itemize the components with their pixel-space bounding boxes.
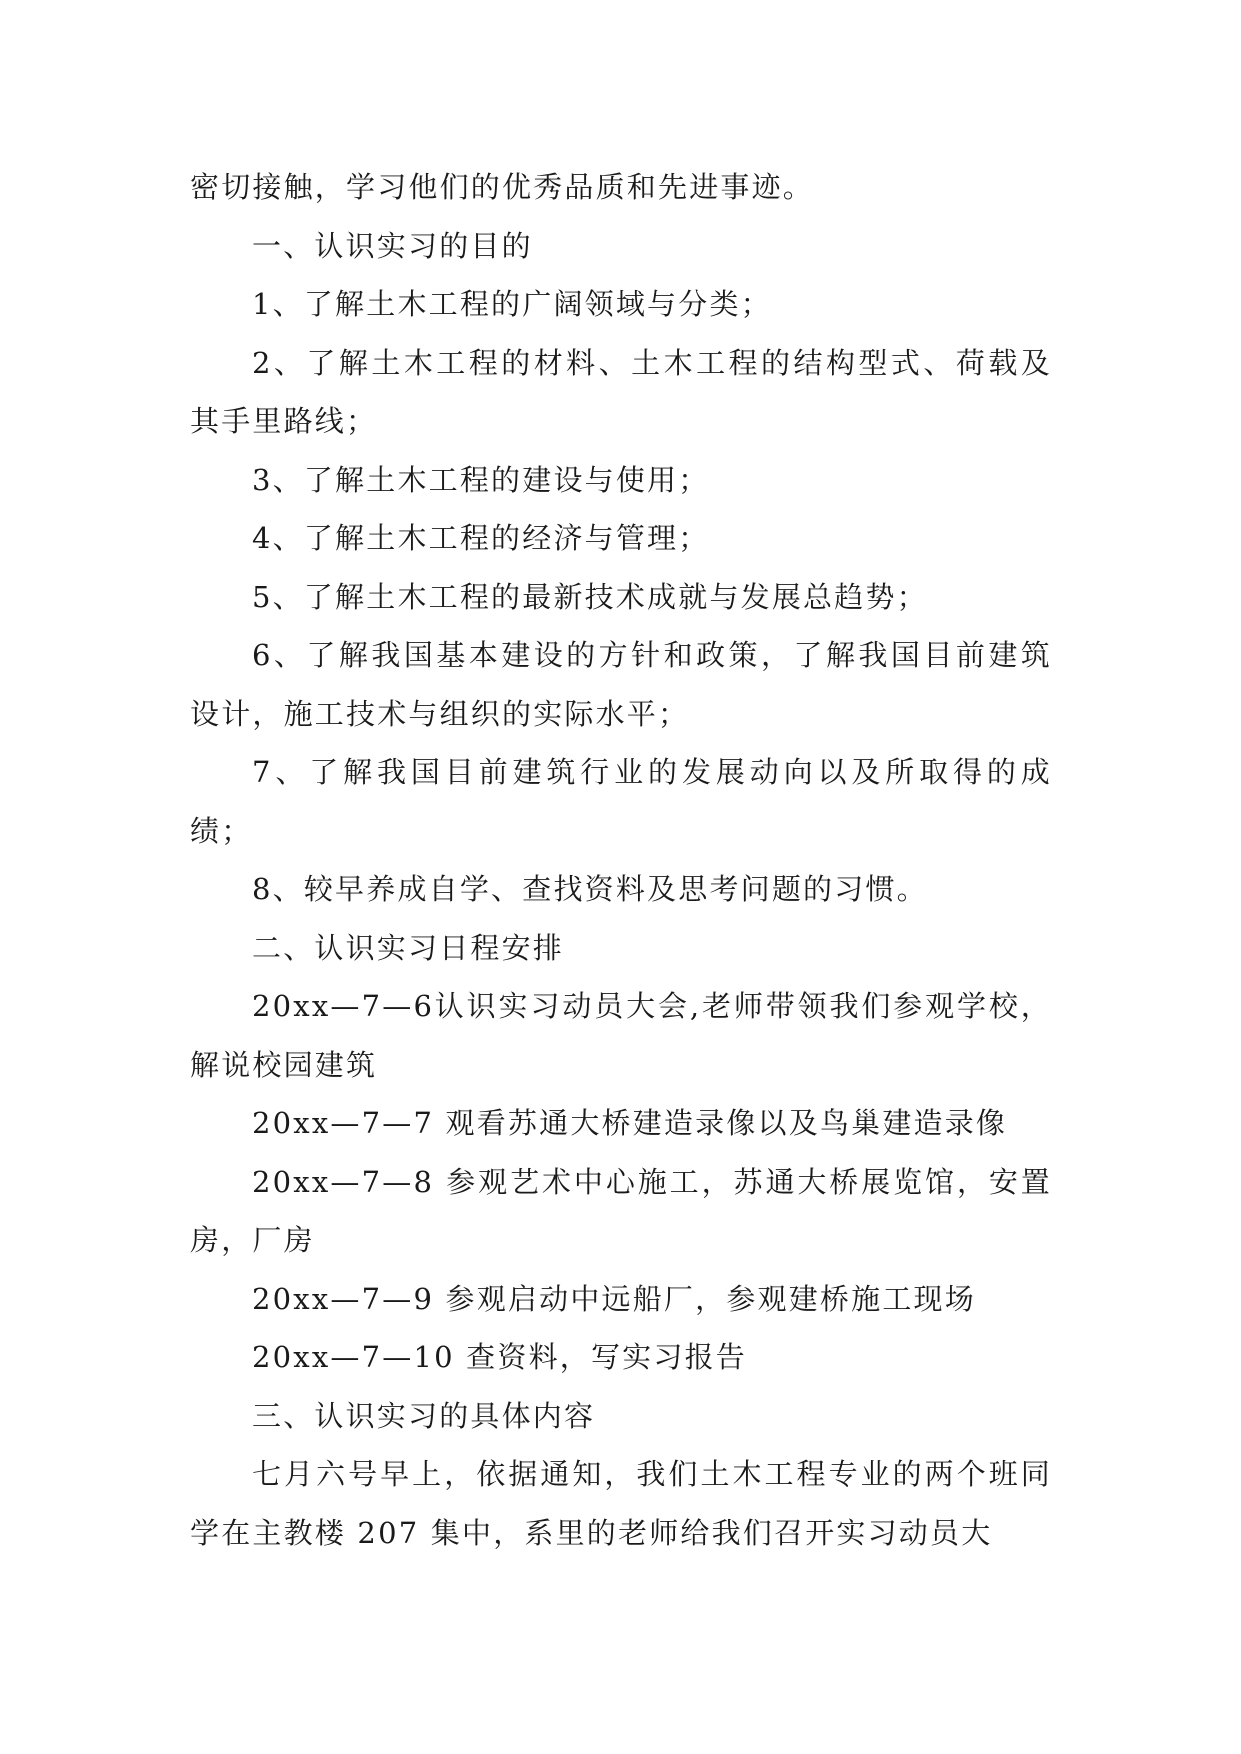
list-item-7: 7、了解我国目前建筑行业的发展动向以及所取得的成绩； [190,755,1052,848]
schedule-item-5: 20xx—7—10 查资料，写实习报告 [252,1340,747,1374]
heading-section-1: 一、认识实习的目的 [252,228,533,263]
list-item-4: 4、了解土木工程的经济与管理； [252,521,710,555]
paragraph-intro: 密切接触，学习他们的优秀品质和先进事迹。 [190,170,815,204]
schedule-item-1: 20xx—7—6认识实习动员大会,老师带领我们参观学校，解说校园建筑 [190,989,1052,1082]
document-body [190,158,1052,1562]
list-item-2: 2、了解土木工程的材料、土木工程的结构型式、荷载及其手里路线； [190,345,1052,438]
paragraph-content: 七月六号早上，依据通知，我们土木工程专业的两个班同学在主教楼 207 集中，系里的老师给我们召开实习动员大 [190,1457,1052,1550]
heading-section-2: 二、认识实习日程安排 [252,930,565,965]
schedule-item-3: 20xx—7—8 参观艺术中心施工，苏通大桥展览馆，安置房，厂房 [190,1164,1052,1257]
list-item-6: 6、了解我国基本建设的方针和政策，了解我国目前建筑设计，施工技术与组织的实际水平； [190,638,1052,731]
schedule-item-2: 20xx—7—7 观看苏通大桥建造录像以及鸟巢建造录像 [252,1106,1008,1140]
heading-section-3: 三、认识实习的具体内容 [252,1398,596,1433]
list-item-3: 3、了解土木工程的建设与使用； [252,462,710,497]
schedule-item-4: 20xx—7—9 参观启动中远船厂，参观建桥施工现场 [252,1281,976,1316]
list-item-8: 8、较早养成自学、查找资料及思考问题的习惯。 [252,872,928,906]
list-item-5: 5、了解土木工程的最新技术成就与发展总趋势； [252,579,928,614]
list-item-1: 1、了解土木工程的广阔领域与分类； [252,287,772,321]
